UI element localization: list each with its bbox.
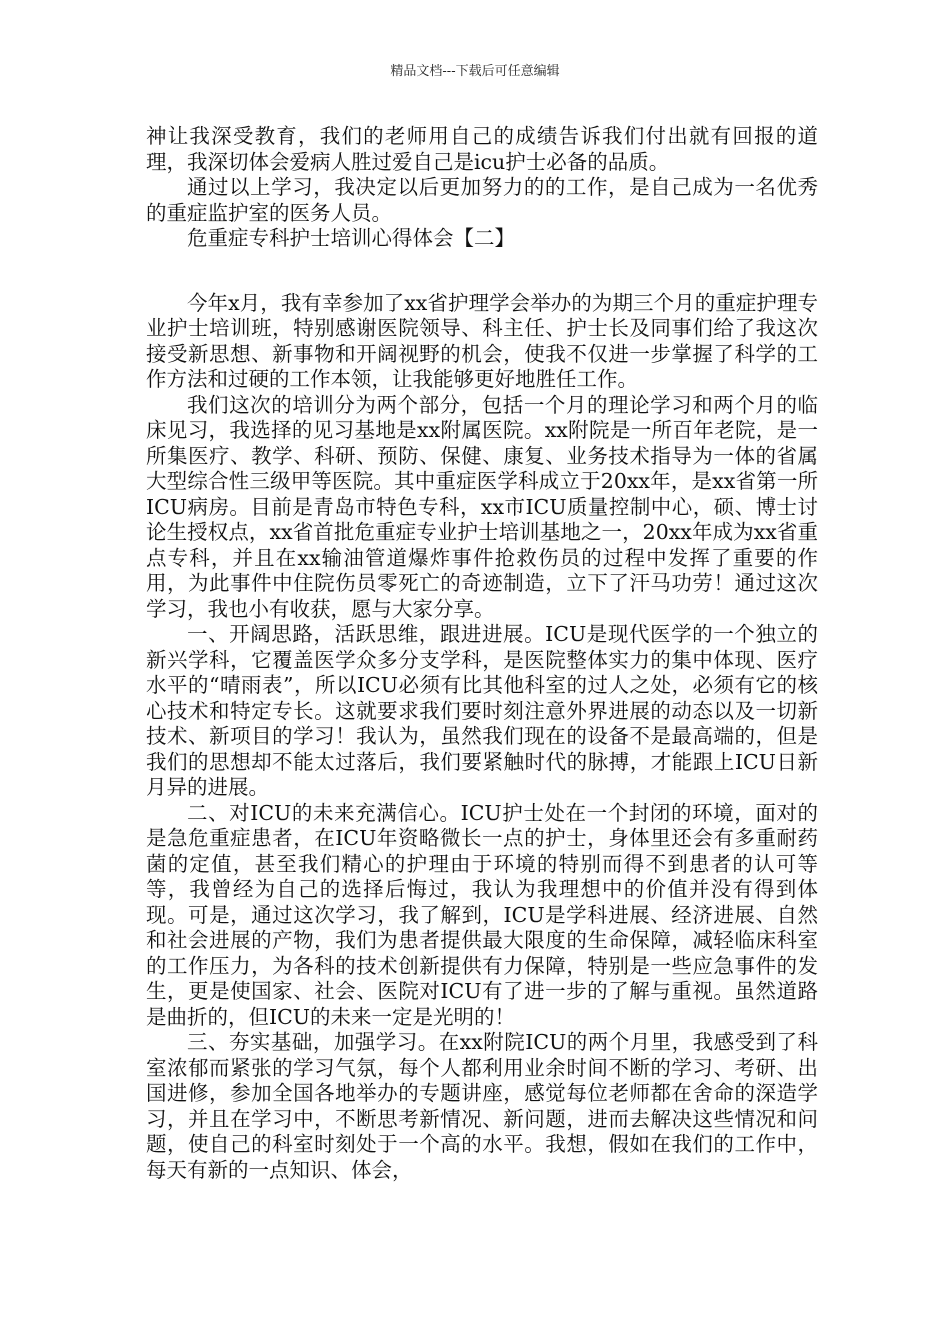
- paragraph-conclusion: 通过以上学习，我决定以后更加努力的的工作，是自己成为一名优秀的重症监护室的医务人员。: [146, 175, 818, 225]
- document-body: [146, 124, 818, 1183]
- section-title: 危重症专科护士培训心得体会【二】: [187, 226, 515, 250]
- paragraph-point-two: 二、对ICU的未来充满信心。ICU护士处在一个封闭的环境，面对的是急危重症患者，在ICU年资略微长一点的护士，身体里还会有多重耐药菌的定值，甚至我们精心的护理由于环境的特别而得不到患者的认可等等，我曾经为自己的选择后悔过，我认为我理想中的价值并没有得到体现。可是，通过这次学习，我了解到，ICU是学科进展、经济进展、自然和社会进展的产物，我们为患者提供最大限度的生命保障，减轻临床科室的工作压力，为各科的技术创新提供有力保障，特别是一些应急事件的发生，更是使国家、社会、医院对ICU有了进一步的了解与重视。虽然道路是曲折的，但ICU的未来一定是光明的！: [146, 800, 818, 1029]
- paragraph-point-three: 三、夯实基础，加强学习。在xx附院ICU的两个月里，我感受到了科室浓郁而紧张的学习气氛，每个人都利用业余时间不断的学习、考研、出国进修，参加全国各地举办的专题讲座，感觉每位老师都在舍命的深造学习，并且在学习中，不断思考新情况、新问题，进而去解决这些情况和问题，使自己的科室时刻处于一个高的水平。我想，假如在我们的工作中，每天有新的一点知识、体会，: [146, 1030, 818, 1182]
- paragraph-training: 我们这次的培训分为两个部分，包括一个月的理论学习和两个月的临床见习，我选择的见习基地是xx附属医院。xx附院是一所百年老院，是一所集医疗、教学、科研、预防、保健、康复、业务技术指导为一体的省属大型综合性三级甲等医院。其中重症医学科成立于20xx年，是xx省第一所ICU病房。目前是青岛市特色专科，xx市ICU质量控制中心，硕、博士讨论生授权点，xx省首批危重症专业护士培训基地之一，20xx年成为xx省重点专科，并且在xx输油管道爆炸事件抢救伤员的过程中发挥了重要的作用，为此事件中住院伤员零死亡的奇迹制造，立下了汗马功劳！通过这次学习，我也小有收获，愿与大家分享。: [146, 392, 818, 621]
- paragraph-point-one: 一、开阔思路，活跃思维，跟进进展。ICU是现代医学的一个独立的新兴学科，它覆盖医学众多分支学科，是医院整体实力的集中体现、医疗水平的“晴雨表”，所以ICU必须有比其他科室的过人之处，必须有它的核心技术和特定专长。这就要求我们要时刻注意外界进展的动态以及一切新技术、新项目的学习！我认为，虽然我们现在的设备不是最高端的，但是我们的思想却不能太过落后，我们要紧触时代的脉搏，才能跟上ICU日新月异的进展。: [146, 622, 818, 799]
- section-spacer: [146, 252, 818, 291]
- paragraph-intro: 今年x月，我有幸参加了xx省护理学会举办的为期三个月的重症护理专业护士培训班，特别感谢医院领导、科主任、护士长及同事们给了我这次接受新思想、新事物和开阔视野的机会，使我不仅进一步掌握了科学的工作方法和过硬的工作本领，让我能够更好地胜任工作。: [146, 290, 818, 391]
- page-header: 精品文档---下载后可任意编辑: [390, 64, 560, 79]
- paragraph-continued: 神让我深受教育，我们的老师用自己的成绩告诉我们付出就有回报的道理，我深切体会爱病人胜过爱自己是icu护士必备的品质。: [146, 124, 818, 174]
